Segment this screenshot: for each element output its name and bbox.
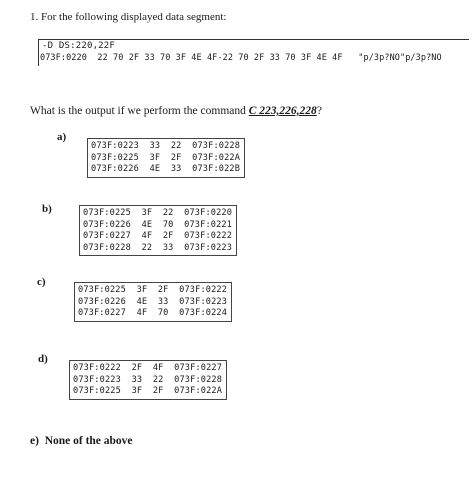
- option-row: 073F:0226 4E 33 073F:0223: [78, 296, 228, 307]
- option-c-label[interactable]: c): [37, 276, 46, 288]
- question-prompt: [30, 105, 322, 117]
- option-row: 073F:0225 3F 22 073F:0220: [83, 208, 233, 218]
- prompt-end: ?: [316, 105, 322, 117]
- option-row: 073F:0226 4E 70 073F:0221: [83, 219, 233, 230]
- option-e[interactable]: [30, 435, 133, 447]
- option-row: 073F:0223 33 22 073F:0228: [73, 374, 223, 385]
- option-row: 073F:0225 3F 2F 073F:022A: [91, 152, 241, 163]
- option-a-label[interactable]: a): [57, 131, 67, 143]
- option-a-box[interactable]: [87, 138, 245, 178]
- option-row: 073F:0227 4F 2F 073F:0222: [83, 231, 233, 241]
- question-title: 1. For the following displayed data segment:: [30, 11, 227, 23]
- option-e-label: e): [30, 435, 39, 447]
- option-d-box[interactable]: [69, 360, 227, 400]
- dump-command: -D DS:220,22F: [42, 41, 116, 51]
- option-row: 073F:0222 2F 4F 073F:0227: [73, 363, 223, 373]
- option-d-label[interactable]: d): [38, 353, 48, 365]
- option-b-label[interactable]: b): [42, 203, 52, 215]
- dump-output-line: 073F:0220 22 70 2F 33 70 3F 4E 4F-22 70 2F 33 70 3F 4E 4F "p/3p?NO"p/3p?NO: [40, 53, 442, 63]
- option-e-text: None of the above: [44, 435, 133, 447]
- option-row: 073F:0223 33 22 073F:0228: [91, 141, 241, 151]
- option-row: 073F:0226 4E 33 073F:022B: [91, 164, 241, 174]
- prompt-text: What is the output if we perform the command: [30, 105, 249, 117]
- option-c-box[interactable]: [74, 282, 232, 322]
- option-row: 073F:0225 3F 2F 073F:0222: [78, 285, 228, 295]
- option-row: 073F:0227 4F 70 073F:0224: [78, 308, 228, 318]
- option-row: 073F:0225 3F 2F 073F:022A: [73, 386, 223, 396]
- option-b-box[interactable]: [79, 205, 237, 256]
- compare-command: C 223,226,228: [248, 105, 317, 117]
- option-row: 073F:0228 22 33 073F:0223: [83, 242, 233, 253]
